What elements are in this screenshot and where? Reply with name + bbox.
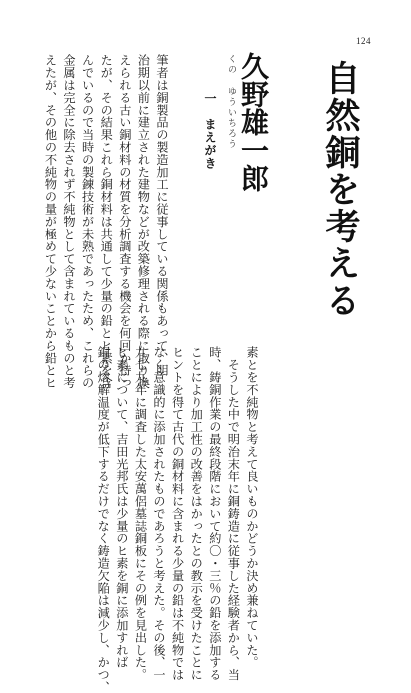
text-line: えたが、その他の不純物の量が極めて少ないことから鉛とヒ — [43, 54, 58, 389]
author-ruby: くの ゆういちろう — [226, 54, 236, 150]
text-line: 九七九年に調査した太安萬侶墓誌銅板にその例を見出した。 — [133, 346, 148, 681]
text-line: 銅の熔解温度が低下するだけでなく鋳造欠陥は減少し、かつ、 — [96, 346, 111, 693]
body-text-lower — [94, 346, 261, 693]
text-line: ヒ素について、吉田光邦氏は少量のヒ素を銅に添加すれば — [114, 346, 129, 669]
text-line: 治期以前に建立された建物などが改築修理される際に取り換 — [136, 54, 151, 389]
body-text-upper — [41, 54, 171, 389]
text-line: 筆者は銅製品の製造加工に従事している関係もあって、明 — [155, 54, 169, 377]
text-line: たが、その結果これら銅材料は共通して少量の鉛とヒ素を含 — [99, 54, 114, 389]
text-line: 金属は完全に除去されず不純物として含まれているものと考 — [62, 54, 77, 389]
text-line: そうした中で明治末年に銅鋳造に従事した経験者から、当 — [226, 346, 241, 681]
text-line: んでいるので当時の製錬技術が未熟であったため、これらの — [80, 54, 95, 389]
text-line: 時、鋳銅作業の最終段階において約〇・三％の鉛を添加する — [207, 346, 222, 681]
text-line: ヒントを得て古代の銅材料に含まれる少量の鉛は不純物では — [170, 346, 185, 681]
page-number: 124 — [356, 36, 371, 46]
article-title: 自然銅を考える — [320, 60, 361, 319]
text-line: 素とを不純物と考えて良いものかどうか決め兼ねていた。 — [245, 346, 259, 669]
text-line: なく意識的に添加されたものであろうと考えた。その後、一 — [152, 346, 167, 681]
text-line: ことにより加工性の改善をはかったとの教示を受けたことに — [189, 346, 204, 681]
section-heading: 一 まえがき — [203, 92, 217, 170]
author-name: 久野雄一郎 — [237, 52, 270, 192]
text-line: えられる古い銅材料の材質を分析調査する機会を何回か持っ — [117, 54, 132, 389]
